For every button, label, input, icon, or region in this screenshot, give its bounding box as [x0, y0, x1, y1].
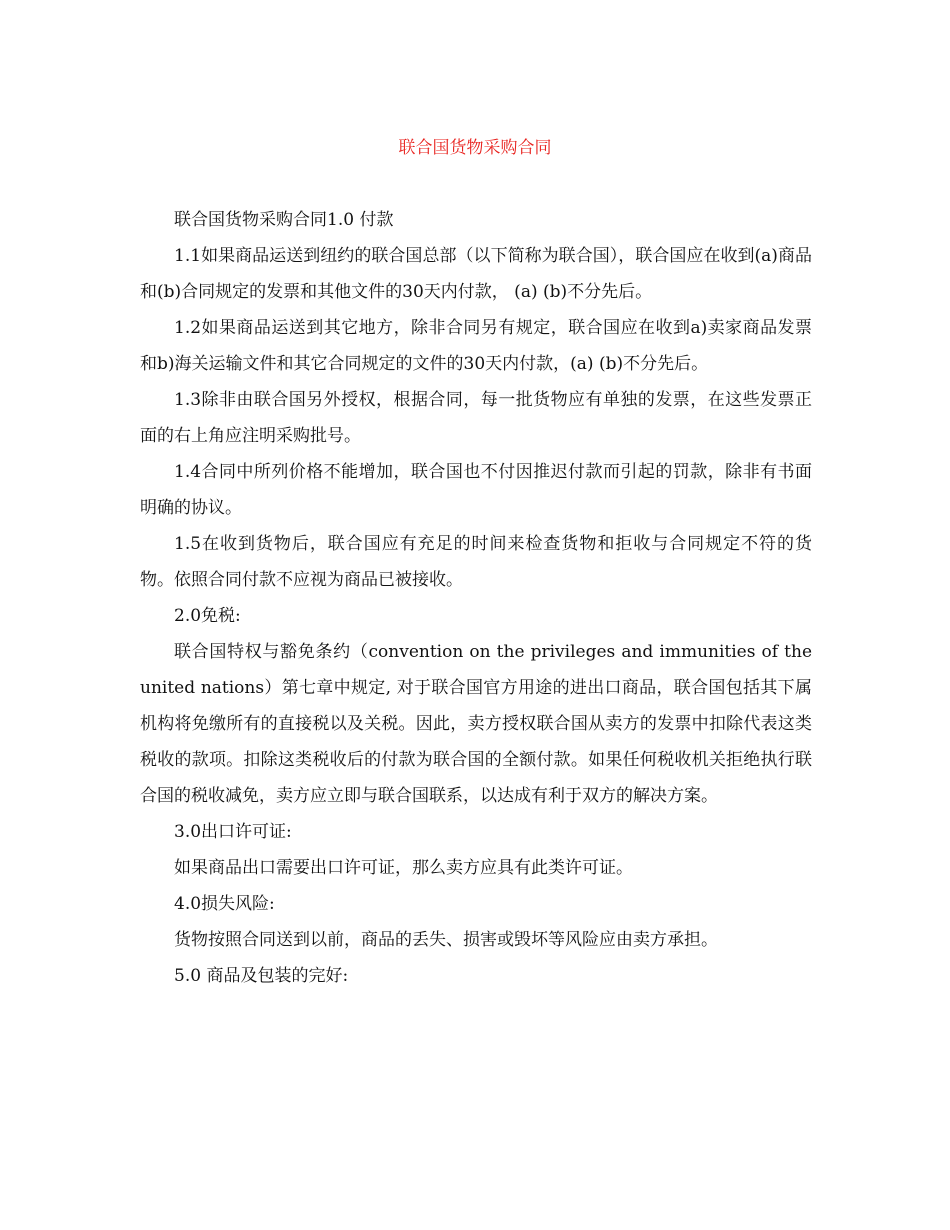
document-body	[140, 202, 812, 994]
paragraph-1-4: 1.4合同中所列价格不能增加，联合国也不付因推迟付款而引起的罚款，除非有书面明确的协议。	[140, 462, 812, 518]
heading-tax-exemption: 2.0免税:	[174, 606, 241, 626]
heading-goods-packaging: 5.0 商品及包装的完好:	[174, 966, 349, 986]
paragraph-1-5: 1.5在收到货物后，联合国应有充足的时间来检查货物和拒收与合同规定不符的货物。依照合同付款不应视为商品已被接收。	[140, 534, 812, 590]
paragraph-loss-risk: 货物按照合同送到以前，商品的丢失、损害或毁坏等风险应由卖方承担。	[174, 930, 718, 950]
paragraph-1-1: 1.1如果商品运送到纽约的联合国总部（以下简称为联合国），联合国应在收到(a)商品和(b)合同规定的发票和其他文件的30天内付款， (a) (b)不分先后。	[140, 246, 812, 302]
heading-export-license: 3.0出口许可证:	[174, 822, 292, 842]
paragraph-payment-heading: 联合国货物采购合同1.0 付款	[174, 210, 394, 230]
document-title: 联合国货物采购合同	[398, 138, 552, 158]
paragraph-1-2: 1.2如果商品运送到其它地方，除非合同另有规定，联合国应在收到a)卖家商品发票和b)海关运输文件和其它合同规定的文件的30天内付款，(a) (b)不分先后。	[140, 318, 812, 374]
paragraph-tax-exemption: 联合国特权与豁免条约（convention on the privileges and immunities of the united nations）第七章中规定, 对于联合国官方用途的进出口商品，联合国包括其下属机构将免缴所有的直接税以及关税。因此，卖方授权联合国从卖方的发票中扣除代表这类税收的款项。扣除这类税收后的付款为联合国的全额付款。如果任何税收机关拒绝执行联合国的税收减免，卖方应立即与联合国联系，以达成有利于双方的解决方案。	[140, 642, 812, 806]
paragraph-1-3: 1.3除非由联合国另外授权，根据合同，每一批货物应有单独的发票，在这些发票正面的右上角应注明采购批号。	[140, 390, 812, 446]
paragraph-export-license: 如果商品出口需要出口许可证，那么卖方应具有此类许可证。	[174, 858, 633, 878]
heading-loss-risk: 4.0损失风险:	[174, 894, 275, 914]
